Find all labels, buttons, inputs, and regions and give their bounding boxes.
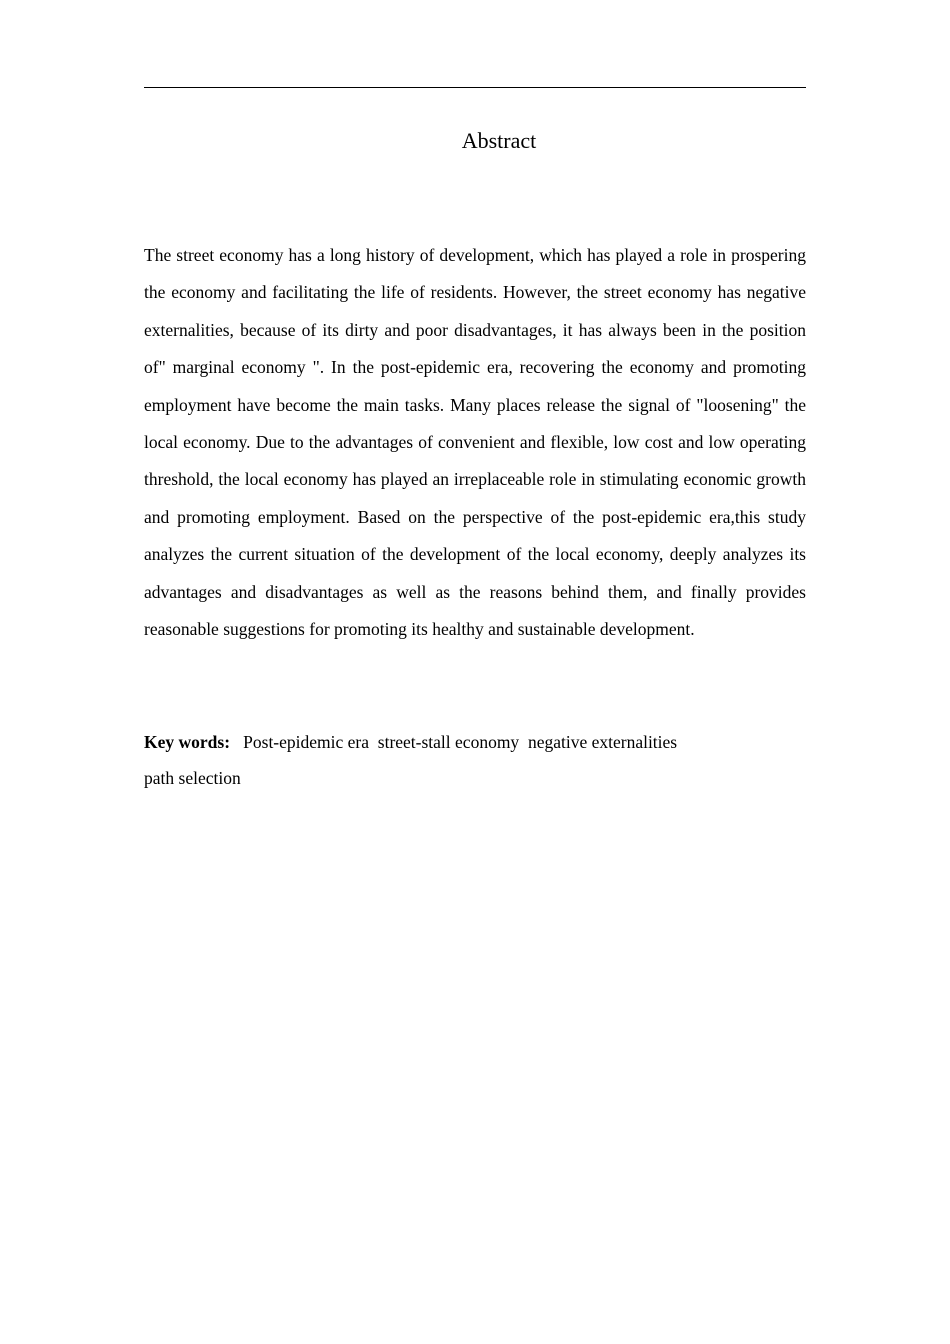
keywords-label: Key words: (144, 732, 231, 752)
keywords-section (144, 724, 806, 796)
header-rule (144, 87, 806, 88)
keyword-2: street-stall economy (377, 732, 520, 752)
abstract-title: Abstract (461, 128, 537, 153)
keyword-4: path selection (144, 768, 241, 788)
keyword-1: Post-epidemic era (243, 732, 370, 752)
keyword-3: negative externalities (527, 732, 678, 752)
abstract-body: The street economy has a long history of development, which has played a role in prospering the economy and facilitating the life of residents. However, the street economy has negative externalities, because of its dirty and poor disadvantages, it has always been in the position of" marginal economy ". In the post-epidemic era, recovering the economy and promoting employment have become the main tasks. Many places release the signal of "loosening" the local economy. Due to the advantages of convenient and flexible, low cost and low operating threshold, the local economy has played an irreplaceable role in stimulating economic growth and promoting employment. Based on the perspective of the post-epidemic era,this study analyzes the current situation of the development of the local economy, deeply analyzes its advantages and disadvantages as well as the reasons behind them, and finally provides reasonable suggestions for promoting its healthy and sustainable development. (144, 245, 806, 640)
